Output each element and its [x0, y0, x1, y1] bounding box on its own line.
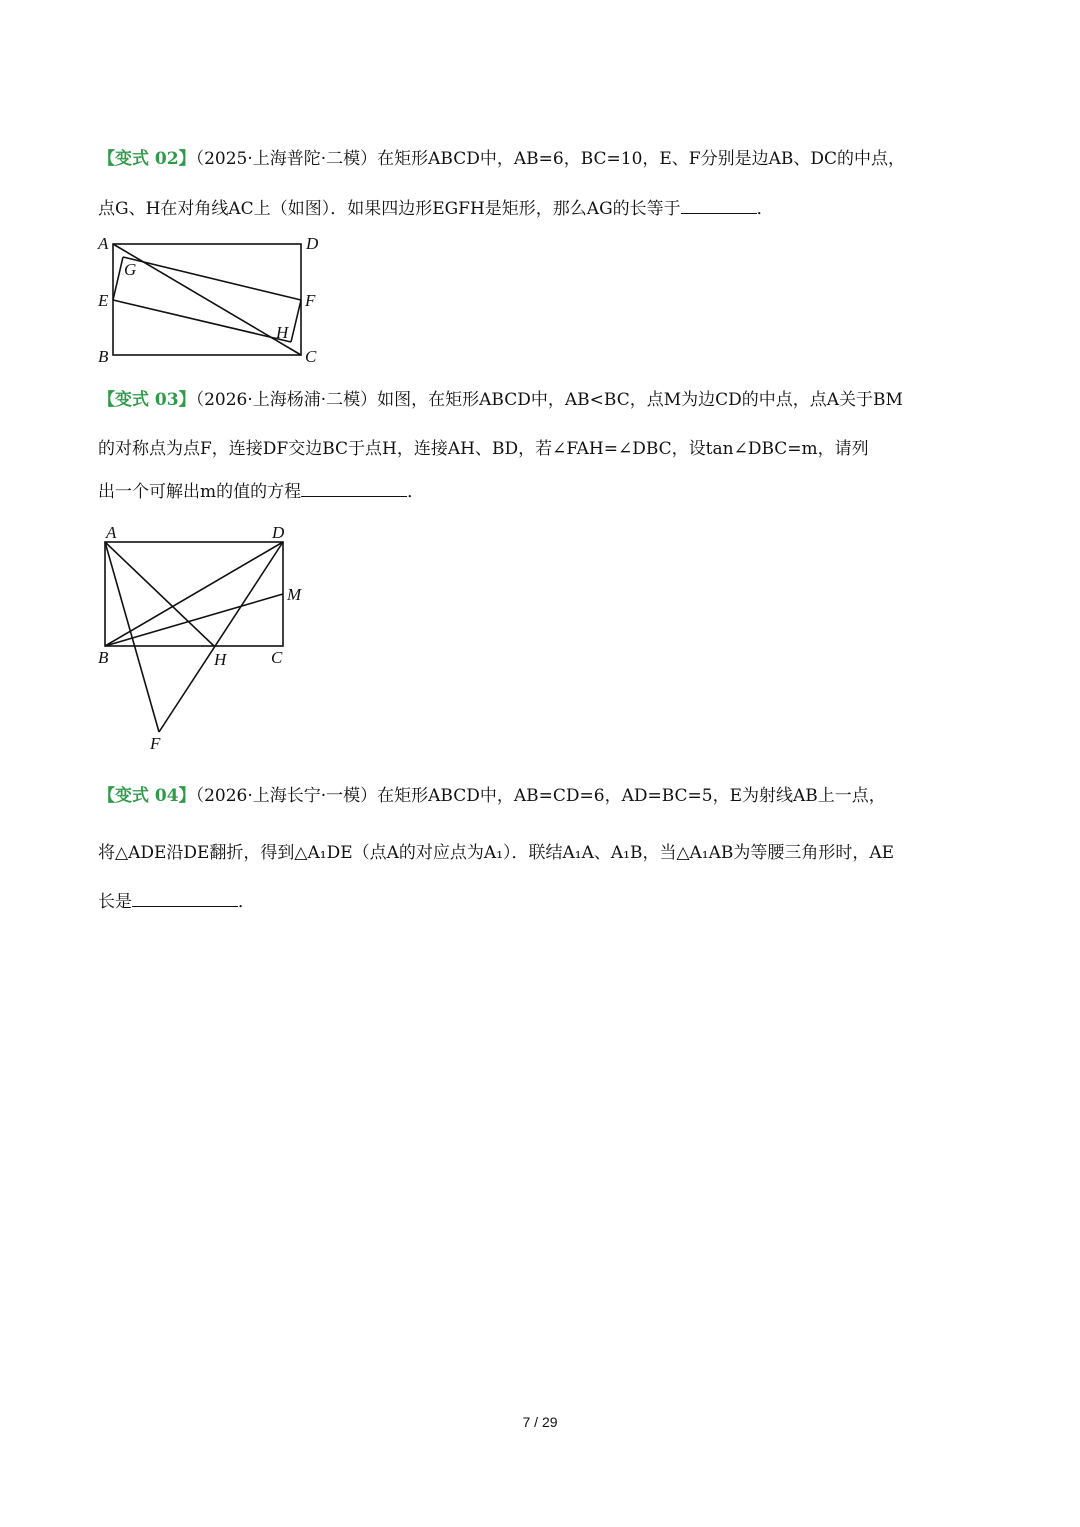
problem-04-source: （2026·上海长宁·一模）: [195, 786, 378, 806]
problem-02-tag: 【变式 02】: [98, 149, 196, 169]
segment-fd: [159, 542, 283, 732]
label-e: E: [98, 291, 109, 310]
problem-02-text-1: 在矩形ABCD中，AB=6，BC=10，E、F分别是边AB、DC的中点，: [377, 149, 906, 169]
segment-bd: [105, 542, 283, 646]
problem-03-line-1: [98, 388, 903, 412]
problem-04-text-1: 在矩形ABCD中，AB=CD=6，AD=BC=5，E为射线AB上一点，: [377, 786, 886, 806]
problem-03-line-3: [98, 480, 424, 504]
segment-af: [105, 542, 159, 732]
answer-blank: [301, 482, 407, 497]
label-h: H: [276, 323, 289, 342]
problem-04-line-1: [98, 784, 886, 808]
problem-03-tag: 【变式 03】: [98, 390, 196, 410]
label-g: G: [124, 260, 137, 279]
problem-04-text-2: 将△ADE沿DE翻折，得到△A₁DE（点A的对应点为A₁）．联结A₁A、A₁B，当△A₁AB为等腰三角形时，AE: [98, 843, 895, 863]
label-h: H: [214, 650, 227, 669]
label-b: B: [98, 347, 109, 364]
segment-eg: [113, 257, 123, 300]
problem-03-source: （2026·上海杨浦·二模）: [195, 390, 378, 410]
label-c: C: [271, 648, 283, 667]
problem-03-text-2: 的对称点为点F，连接DF交边BC于点H，连接AH、BD，若∠FAH=∠DBC，设tan∠DBC=m，请列: [98, 439, 869, 459]
problem-04-text-3: 长是: [98, 892, 132, 912]
answer-blank: [681, 199, 757, 214]
problem-04-end: ．: [238, 892, 255, 912]
figure-03: [92, 520, 322, 755]
segment-he: [113, 300, 291, 342]
segment-gf: [123, 257, 301, 300]
problem-02-text-2: 点G、H在对角线AC上（如图）．如果四边形EGFH是矩形，那么AG的长等于: [98, 199, 681, 219]
problem-04-line-2: [98, 841, 894, 865]
problem-04-tag: 【变式 04】: [98, 786, 196, 806]
answer-blank: [132, 892, 238, 907]
label-d: D: [306, 234, 319, 253]
segment-fh: [291, 300, 301, 342]
label-b: B: [98, 648, 109, 667]
figure-02: [92, 234, 332, 364]
problem-02-end: ．: [756, 199, 774, 219]
problem-02-line-2: [98, 197, 774, 221]
label-d: D: [272, 523, 285, 542]
segment-bm: [105, 594, 283, 646]
page-number: 7 / 29: [522, 1414, 558, 1430]
problem-03-line-2: [98, 437, 869, 461]
problem-02-source: （2025·上海普陀·二模）: [195, 149, 378, 169]
label-m: M: [287, 585, 302, 604]
problem-04-line-3: [98, 890, 255, 914]
label-f: F: [150, 734, 161, 753]
label-a: A: [98, 234, 109, 253]
label-c: C: [305, 347, 317, 364]
problem-03-text-3: 出一个可解出m的值的方程: [98, 482, 302, 502]
problem-03-text-1: 如图，在矩形ABCD中，AB<BC，点M为边CD的中点，点A关于BM: [377, 390, 903, 410]
problem-02-line-1: [98, 147, 905, 171]
label-f: F: [305, 291, 316, 310]
label-a: A: [106, 523, 117, 542]
problem-03-end: ．: [407, 482, 425, 502]
